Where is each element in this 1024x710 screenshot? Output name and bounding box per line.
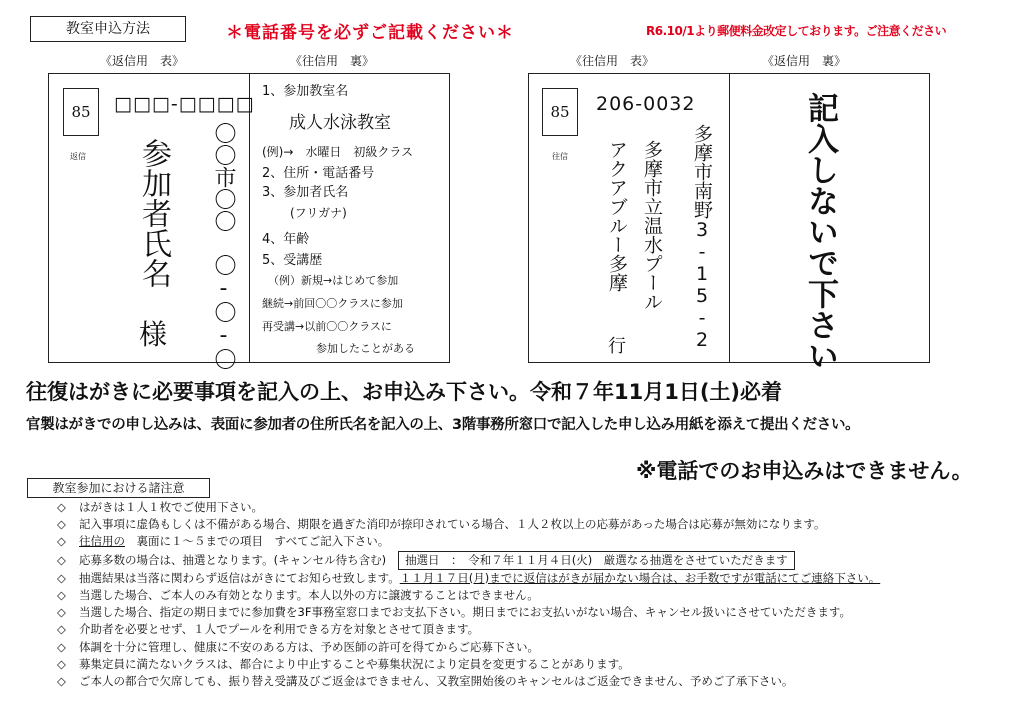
note-text: 体調を十分に管理し、健康に不安のある方は、予め医師の許可を得てからご応募下さい。: [79, 639, 539, 654]
note-text: 抽選結果は当落に関わらず返信はがきにてお知らせ致します。: [79, 570, 400, 585]
stamp-value: 85: [550, 103, 570, 121]
note-item: [57, 639, 1017, 656]
recipient-address: 〇〇市〇〇 〇-〇-〇: [211, 122, 236, 370]
no-phone-notice: ※電話でのお申込みはできません。: [636, 459, 973, 483]
method-title: 教室申込方法: [66, 21, 150, 37]
note-text: はがきは１人１枚でご使用下さい。: [79, 500, 263, 514]
stamp-label-reply: 返信: [70, 152, 86, 161]
note-text: 裏面に１～５までの項目 すべてご記入下さい。: [125, 534, 390, 549]
note-text: 当選した場合、ご本人のみ有効となります。本人以外の方に譲渡することはできません。: [79, 588, 539, 603]
diamond-bullet-icon: ◇: [57, 639, 66, 654]
diamond-bullet-icon: ◇: [57, 570, 66, 585]
item-example-new: （例）新規→はじめて参加: [268, 274, 399, 287]
diamond-bullet-icon: ◇: [57, 605, 66, 620]
diamond-bullet-icon: ◇: [57, 552, 66, 567]
diamond-bullet-icon: ◇: [57, 656, 66, 671]
postal-code-boxes: □□□-□□□□: [114, 93, 255, 115]
destination-postal-code: 206-0032: [596, 93, 696, 115]
note-text: 募集定員に満たないクラスは、都合により中止することや募集状況により定員を変更することがあります。: [79, 656, 630, 671]
diamond-bullet-icon: ◇: [57, 517, 66, 532]
item-furigana: (フリガナ): [290, 206, 347, 220]
diamond-bullet-icon: ◇: [57, 588, 66, 603]
right-card-caption-reply-back: 《返信用 裏》: [762, 54, 847, 68]
method-title-box: [30, 16, 186, 42]
item-4: 4、年齢: [262, 232, 310, 247]
honorific: 様: [139, 318, 168, 351]
diamond-bullet-icon: ◇: [57, 534, 66, 549]
diamond-bullet-icon: ◇: [57, 500, 66, 514]
phone-notice: ＊電話番号を必ずご記載ください＊: [226, 23, 514, 43]
postage-notice: R6.10/1より郵便料金改定しております。ご注意ください: [646, 24, 947, 38]
note-underlined: 往信用の: [79, 534, 125, 549]
note-text: ご本人の都合で欠席しても、振り替え受講及びご返金はできません、又教室開始後のキャンセルはご返金できません、予めご了承下さい。: [79, 674, 794, 689]
note-text: 当選した場合、指定の期日までに参加費を3F事務室窓口までお支払下さい。期日までにお支払いがない場合、キャンセル扱いにさせていただきます。: [79, 605, 852, 620]
note-item: [57, 499, 1017, 516]
note-item: [57, 551, 1017, 570]
note-underlined: １１月１７日(月)までに返信はがきが届かない場合は、お手数ですが電話にてご連絡下さい。: [399, 570, 881, 585]
item-class-name: 成人水泳教室: [289, 113, 391, 133]
stamp-box-reply: [63, 88, 99, 136]
item-example-retake-2: 参加したことがある: [316, 342, 415, 355]
diamond-bullet-icon: ◇: [57, 622, 66, 637]
notes-list: [57, 499, 1017, 690]
instruction-line-2: 官製はがきでの申し込みは、表面に参加者の住所氏名を記入の上、3階事務所窓口で記入した申し込み用紙を添えて提出ください。: [26, 417, 860, 433]
note-item: [57, 656, 1017, 673]
recipient-name: 参加者氏名: [136, 138, 171, 288]
note-item: [57, 673, 1017, 690]
destination-suffix: 行: [608, 336, 626, 357]
left-card-caption-reply-front: 《返信用 表》: [100, 54, 185, 68]
destination-facility: 多摩市立温水プール: [641, 140, 663, 311]
item-5: 5、受講歴: [262, 253, 323, 268]
item-example-retake: 再受講→以前〇〇クラスに: [262, 320, 392, 333]
note-item: [57, 533, 1017, 550]
instruction-line-1: 往復はがきに必要事項を記入の上、お申込み下さい。令和７年11月1日(土)必着: [26, 380, 783, 404]
destination-address: 多摩市南野3-15-2: [691, 124, 713, 351]
item-2: 2、住所・電話番号: [262, 166, 375, 181]
stamp-box-send: [542, 88, 578, 136]
diamond-bullet-icon: ◇: [57, 674, 66, 689]
note-item: [57, 516, 1017, 533]
note-item: [57, 621, 1017, 638]
do-not-write-notice: 記入しないで下さい: [802, 92, 838, 371]
notes-title: 教室参加における諸注意: [52, 481, 185, 495]
item-example-continue: 継続→前回〇〇クラスに参加: [262, 297, 403, 310]
item-example: (例)→ 水曜日 初級クラス: [262, 145, 414, 159]
item-1: 1、参加教室名: [262, 84, 349, 99]
right-card-caption-send-front: 《往信用 表》: [570, 54, 655, 68]
stamp-label-send: 往信: [552, 152, 568, 161]
note-text: 記入事項に虚偽もしくは不備がある場合、期限を過ぎた消印が捺印されている場合、１人２枚以上の応募があった場合は応募が無効になります。: [79, 517, 826, 532]
destination-facility-name: アクアブルー多摩: [606, 140, 628, 292]
lottery-date-box: 抽選日 ： 令和７年１１月４日(火) 厳選なる抽選をさせていただきます: [398, 551, 795, 570]
note-text: 介助者を必要とせず、１人でプールを利用できる方を対象とさせて頂きます。: [79, 622, 480, 637]
note-item: [57, 604, 1017, 621]
left-card-caption-send-back: 《往信用 裏》: [290, 54, 375, 68]
note-item: [57, 570, 1017, 587]
note-text: 応募多数の場合は、抽選となります。(キャンセル待ち含む): [79, 552, 387, 567]
item-3: 3、参加者氏名: [262, 185, 349, 200]
stamp-value: 85: [71, 103, 91, 121]
notes-title-box: [27, 478, 210, 498]
note-item: [57, 587, 1017, 604]
